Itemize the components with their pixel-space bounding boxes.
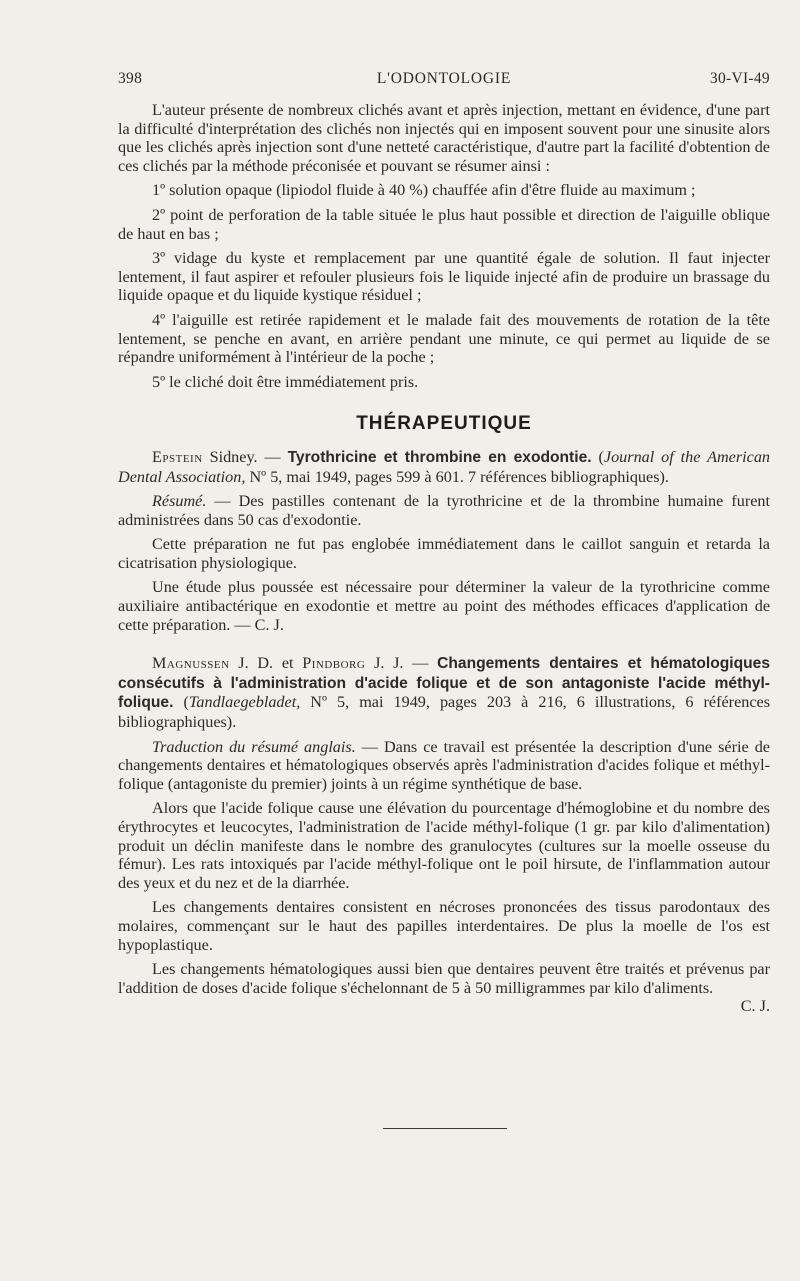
article-2-source-details: Nº 5, mai 1949, pages 203 à 216, 6 illustrations, 6 références bibliographiques). bbox=[118, 693, 771, 732]
article-1-summary-label: Résumé. bbox=[152, 492, 207, 511]
article-1-source-open: ( bbox=[591, 447, 604, 466]
article-2-source-open: ( bbox=[173, 693, 189, 712]
list-item-1: 1º solution opaque (lipiodol fluide à 40 %) chauffée afin d'être fluide au maximum ; bbox=[152, 181, 696, 200]
article-2-paragraph-4-text: Les changements hématologiques aussi bien que dentaires peuvent être traités et prévenus par l'addition de doses d'acide folique s'échelonnant de 5 à 50 milligrammes par kilo d'aliments. bbox=[118, 960, 770, 997]
page-number: 398 bbox=[118, 70, 143, 87]
issue-date: 30-VI-49 bbox=[709, 70, 770, 87]
running-header bbox=[118, 70, 770, 90]
list-item-5: 5º le cliché doit être immédiatement pris. bbox=[152, 372, 419, 391]
article-2-paragraph-3: Les changements dentaires consistent en nécroses prononcées des tissus parodontaux des molaires, commençant sur le haut des papilles interdentaires. De plus la moelle de l'os est hypoplastique. bbox=[118, 898, 770, 954]
article-1-source-details: Nº 5, mai 1949, pages 599 à 601. 7 références bibliographiques). bbox=[245, 467, 669, 486]
article-2-signature: C. J. bbox=[740, 997, 770, 1016]
intro-paragraph: L'auteur présente de nombreux clichés avant et après injection, mettant en évidence, d'une part la difficulté d'interprétation des clichés non injectés qui en imposent souvent pour une sinusite alors que les clichés après injection sont d'une netteté caractéristique, d'autre part la facilité d'obtention de ces clichés par la méthode préconisée et pouvant se résumer ainsi : bbox=[118, 101, 770, 175]
article-2-summary-text: — Dans ce travail est présentée la description d'une série de changements dentaires et hématologiques observés après l'administration d'acides folique et méthyl-folique (antagoniste du premier) joints à un régime synthétique de base. bbox=[118, 737, 770, 793]
list-item-3: 3º vidage du kyste et remplacement par une quantité égale de solution. Il faut injecter lentement, il faut aspirer et refouler plusieurs fois le liquide injecté afin de produire un brassage du liquide opaque et du liquide kystique résiduel ; bbox=[118, 249, 770, 305]
article-1-author: Epstein bbox=[152, 447, 203, 466]
article-2-summary-label: Traduction du résumé anglais. bbox=[152, 737, 356, 756]
article-1-journal: Journal of the American Dental Association, bbox=[118, 447, 771, 486]
article-1-paragraph-3 bbox=[118, 578, 770, 634]
section-title: THÉRAPEUTIQUE bbox=[356, 413, 532, 435]
article-1-summary bbox=[118, 492, 770, 529]
end-rule-divider bbox=[383, 1128, 507, 1129]
article-2-journal: Tandlaegebladet, bbox=[188, 693, 301, 712]
article-1-paragraph-2: Cette préparation ne fut pas englobée immédiatement dans le caillot sanguin et retarda la cicatrisation physiologique. bbox=[118, 535, 770, 572]
spacer bbox=[118, 640, 770, 654]
list-item-2: 2º point de perforation de la table située le plus haut possible et direction de l'aiguille oblique de haut en bas ; bbox=[118, 205, 770, 243]
article-2-paragraph-4 bbox=[118, 960, 770, 1016]
article-1-author-rest: Sidney. — bbox=[202, 447, 288, 466]
article-2-author-1: Magnussen bbox=[152, 654, 230, 673]
article-1-reference bbox=[118, 448, 770, 486]
page-body bbox=[118, 101, 770, 1016]
article-2-author-2: Pindborg bbox=[302, 654, 366, 673]
journal-title: L'ODONTOLOGIE bbox=[376, 70, 512, 87]
article-2-summary bbox=[118, 738, 770, 794]
article-2-author-2-rest: J. J. — bbox=[365, 654, 438, 673]
article-2-title: Changements dentaires et hématologiques consécutifs à l'administration d'acide folique et de son antagoniste l'acide méthyl-folique. bbox=[118, 655, 770, 712]
article-2-paragraph-2: Alors que l'acide folique cause une élévation du pourcentage d'hémoglobine et du nombre des érythrocytes et leucocytes, l'administration de l'acide méthyl-folique (1 gr. par kilo d'alimentation) produit un déclin manifeste dans le nombre des granulocytes (cultures sur la moelle osseuse du fémur). Les rats intoxiqués par l'acide méthyl-folique ont le poil hirsute, de l'inflammation autour des yeux et du nez et de la diarrhée. bbox=[118, 799, 770, 892]
article-1-paragraph-3-text: Une étude plus poussée est nécessaire pour déterminer la valeur de la tyrothricine comme auxiliaire antibactérique en exodontie et mettre au point des méthodes efficaces d'application de cette préparation. bbox=[118, 578, 770, 634]
article-1-signature: — C. J. bbox=[234, 615, 284, 634]
article-1-summary-text: — Des pastilles contenant de la tyrothricine et de la thrombine humaine furent administrées dans 50 cas d'exodontie. bbox=[118, 492, 770, 529]
article-1-title: Tyrothricine et thrombine en exodontie. bbox=[287, 448, 592, 466]
article-2-author-1-rest: J. D. et bbox=[229, 654, 303, 673]
list-item-4: 4º l'aiguille est retirée rapidement et le malade fait des mouvements de rotation de la tête lentement, se penche en avant, en arrière pendant une minute, ce qui permet au liquide de se répandre uniformément à l'intérieur de la poche ; bbox=[118, 310, 770, 367]
article-2-reference bbox=[118, 654, 770, 731]
